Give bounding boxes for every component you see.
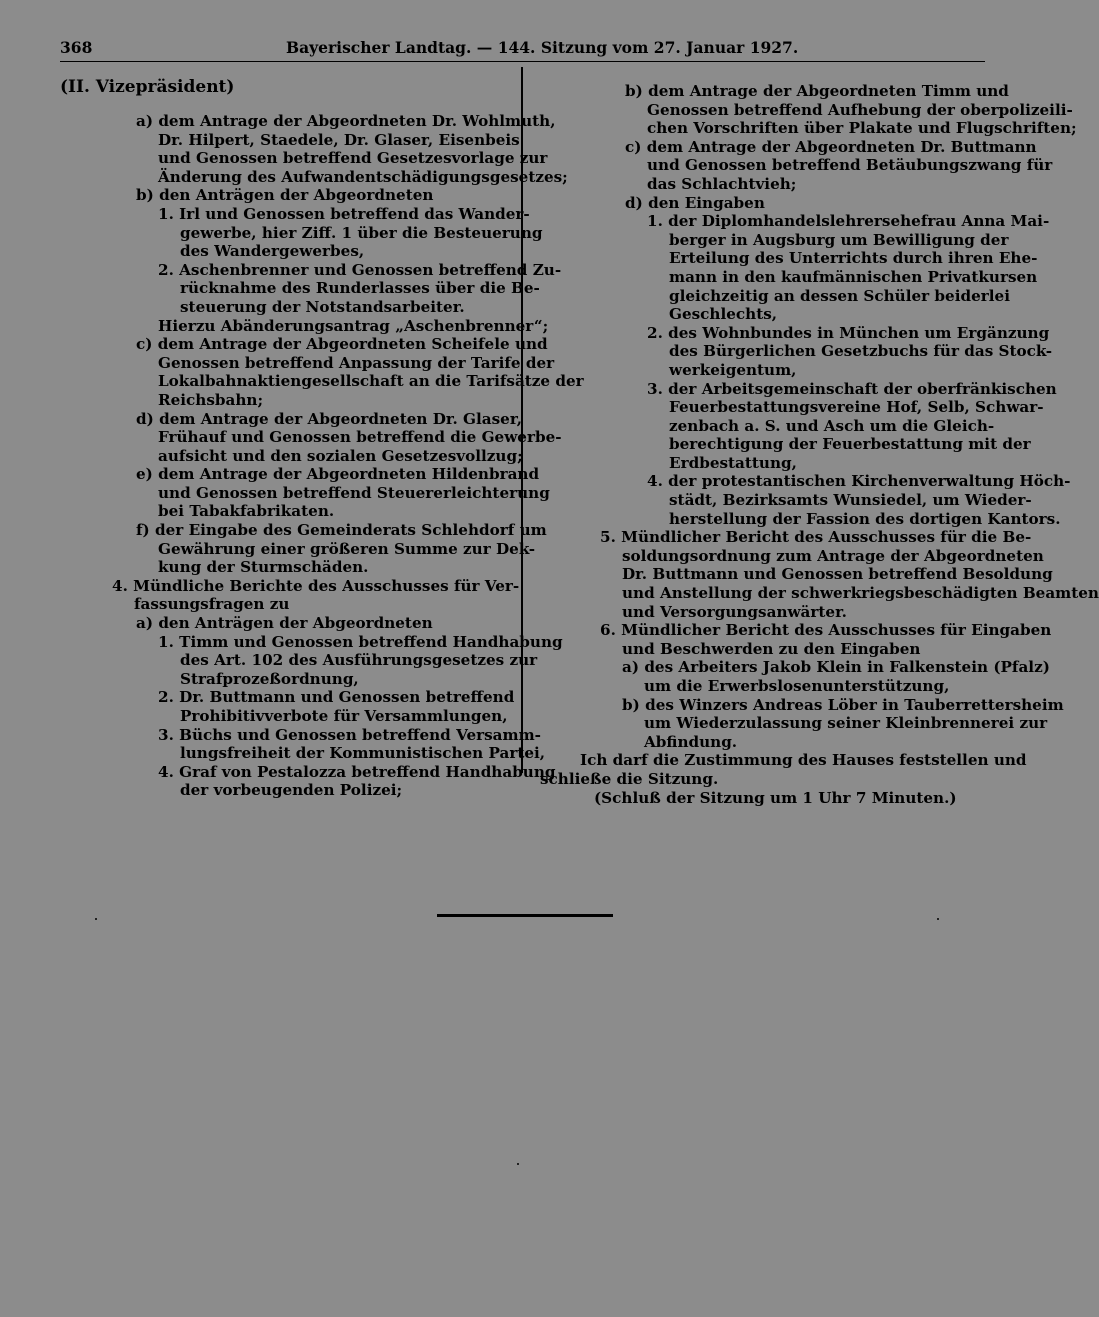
- text-line: lungsfreiheit der Kommunistischen Partei,: [180, 744, 546, 763]
- text-line: mann in den kaufmännischen Privatkursen: [669, 267, 1038, 286]
- text-line: bei Tabakfabrikaten.: [158, 502, 335, 521]
- running-title: Bayerischer Landtag. — 144. Sitzung vom 27. Januar 1927.: [286, 38, 799, 57]
- text-line: um die Erwerbslosenunterstützung,: [644, 677, 950, 695]
- text-line: 1. Irl und Genossen betreffend das Wander-: [158, 204, 530, 223]
- page-header: [60, 38, 985, 66]
- text-line: berechtigung der Feuerbestattung mit der: [669, 435, 1031, 454]
- text-line: Prohibitivverbote für Versammlungen,: [180, 707, 508, 725]
- text-line: e) dem Antrage der Abgeordneten Hildenbrand: [136, 465, 540, 484]
- text-line: 1. der Diplomhandelslehrersehefrau Anna Mai-: [647, 212, 1050, 231]
- text-line: Genossen betreffend Anpassung der Tarife der: [158, 353, 555, 372]
- text-line: gewerbe, hier Ziff. 1 über die Besteuerung: [180, 223, 543, 242]
- text-line: Erdbestattung,: [669, 453, 797, 472]
- text-line: Ich darf die Zustimmung des Hauses feststellen und: [580, 751, 1027, 770]
- speck: [937, 918, 939, 920]
- text-line: werkeigentum,: [669, 360, 797, 379]
- text-line: 4. Graf von Pestalozza betreffend Handhabung: [158, 762, 556, 781]
- text-line: Geschlechts,: [669, 305, 778, 324]
- speck: [517, 1163, 519, 1165]
- text-line: Hierzu Abänderungsantrag „Aschenbrenner“;: [158, 316, 549, 335]
- text-line: kung der Sturmschäden.: [158, 558, 369, 577]
- text-line: Genossen betreffend Aufhebung der oberpolizeili-: [647, 100, 1073, 119]
- text-line: 6. Mündlicher Bericht des Ausschusses für Eingaben: [600, 621, 1052, 640]
- text-line: f) der Eingabe des Gemeinderats Schlehdorf um: [136, 521, 547, 540]
- text-line: und Genossen betreffend Steuererleichterung: [158, 483, 550, 502]
- text-line: zenbach a. S. und Asch um die Gleich-: [669, 416, 995, 435]
- text-line: 5. Mündlicher Bericht des Ausschusses für die Be-: [600, 528, 1032, 547]
- text-line: Lokalbahnaktiengesellschaft an die Tarifsätze der: [158, 372, 584, 391]
- text-line: und Beschwerden zu den Eingaben: [622, 639, 921, 658]
- text-line: 2. des Wohnbundes in München um Ergänzung: [647, 323, 1050, 342]
- text-line: 4. Mündliche Berichte des Ausschusses für Ver-: [112, 576, 520, 595]
- text-line: a) dem Antrage der Abgeordneten Dr. Wohlmuth,: [136, 112, 556, 130]
- section-heading: (II. Vizepräsident): [60, 77, 235, 97]
- text-line: und Versorgungsanwärter.: [622, 602, 847, 621]
- text-line: b) des Winzers Andreas Löber in Tauberrettersheim: [622, 695, 1064, 714]
- text-line: c) dem Antrage der Abgeordneten Scheifele und: [136, 335, 548, 354]
- right-column: [540, 82, 1099, 807]
- text-line: herstellung der Fassion des dortigen Kantors.: [669, 509, 1061, 528]
- text-line: fassungsfragen zu: [134, 595, 290, 614]
- text-line: 2. Aschenbrenner und Genossen betreffend Zu-: [158, 260, 562, 279]
- text-line: a) des Arbeiters Jakob Klein in Falkenstein (Pfalz): [622, 658, 1050, 677]
- text-line: Dr. Hilpert, Staedele, Dr. Glaser, Eisenbeis: [158, 130, 520, 149]
- text-line: 3. der Arbeitsgemeinschaft der oberfränkischen: [647, 379, 1057, 398]
- header-rule: [60, 61, 985, 62]
- text-line: des Bürgerlichen Gesetzbuchs für das Stock-: [669, 342, 1053, 361]
- text-line: 2. Dr. Buttmann und Genossen betreffend: [158, 688, 515, 707]
- text-line: städt, Bezirksamts Wunsiedel, um Wieder-: [669, 491, 1032, 510]
- text-line: und Genossen betreffend Gesetzesvorlage zur: [158, 149, 548, 168]
- text-line: c) dem Antrage der Abgeordneten Dr. Buttmann: [625, 137, 1037, 156]
- page-number: 368: [60, 38, 93, 57]
- text-line: a) den Anträgen der Abgeordneten: [136, 614, 433, 633]
- text-line: 1. Timm und Genossen betreffend Handhabung: [158, 632, 563, 651]
- text-line: des Art. 102 des Ausführungsgesetzes zur: [180, 651, 538, 670]
- text-line: steuerung der Notstandsarbeiter.: [180, 297, 465, 316]
- end-rule: [437, 914, 613, 917]
- text-line: schließe die Sitzung.: [540, 769, 719, 788]
- text-line: das Schlachtvieh;: [647, 174, 797, 193]
- text-line: Abfindung.: [644, 732, 738, 751]
- text-line: b) den Anträgen der Abgeordneten: [136, 186, 434, 205]
- text-line: des Wandergewerbes,: [180, 242, 365, 261]
- text-line: der vorbeugenden Polizei;: [180, 781, 403, 800]
- text-line: Änderung des Aufwandentschädigungsgesetzes;: [158, 167, 568, 186]
- text-line: um Wiederzulassung seiner Kleinbrennerei zur: [644, 714, 1048, 733]
- text-line: Feuerbestattungsvereine Hof, Selb, Schwar-: [669, 398, 1044, 417]
- text-line: rücknahme des Runderlasses über die Be-: [180, 279, 540, 298]
- text-line: chen Vorschriften über Plakate und Flugschriften;: [647, 119, 1077, 138]
- text-line: Reichsbahn;: [158, 390, 264, 409]
- text-line: b) dem Antrage der Abgeordneten Timm und: [625, 82, 1009, 100]
- text-line: und Genossen betreffend Betäubungszwang für: [647, 156, 1053, 175]
- speck: [95, 918, 97, 920]
- text-line: Frühauf und Genossen betreffend die Gewerbe-: [158, 428, 562, 447]
- text-line: Erteilung des Unterrichts durch ihren Ehe-: [669, 249, 1038, 268]
- text-line: Strafprozeßordnung,: [180, 669, 359, 688]
- text-line: d) dem Antrage der Abgeordneten Dr. Glaser,: [136, 409, 523, 428]
- text-line: 4. der protestantischen Kirchenverwaltung Höch-: [647, 472, 1071, 491]
- text-line: berger in Augsburg um Bewilligung der: [669, 230, 1009, 249]
- text-line: und Anstellung der schwerkriegsbeschädigten Beamten: [622, 584, 1099, 603]
- text-line: Dr. Buttmann und Genossen betreffend Besoldung: [622, 565, 1053, 584]
- text-line: aufsicht und den sozialen Gesetzesvollzug;: [158, 446, 523, 465]
- text-line: (Schluß der Sitzung um 1 Uhr 7 Minuten.): [594, 788, 957, 807]
- text-line: 3. Büchs und Genossen betreffend Versamm-: [158, 725, 541, 744]
- left-column: [60, 77, 584, 800]
- text-line: gleichzeitig an dessen Schüler beiderlei: [669, 286, 1010, 305]
- text-line: Gewährung einer größeren Summe zur Dek-: [158, 539, 536, 558]
- text-line: d) den Eingaben: [625, 193, 765, 212]
- text-line: soldungsordnung zum Antrage der Abgeordneten: [622, 546, 1044, 565]
